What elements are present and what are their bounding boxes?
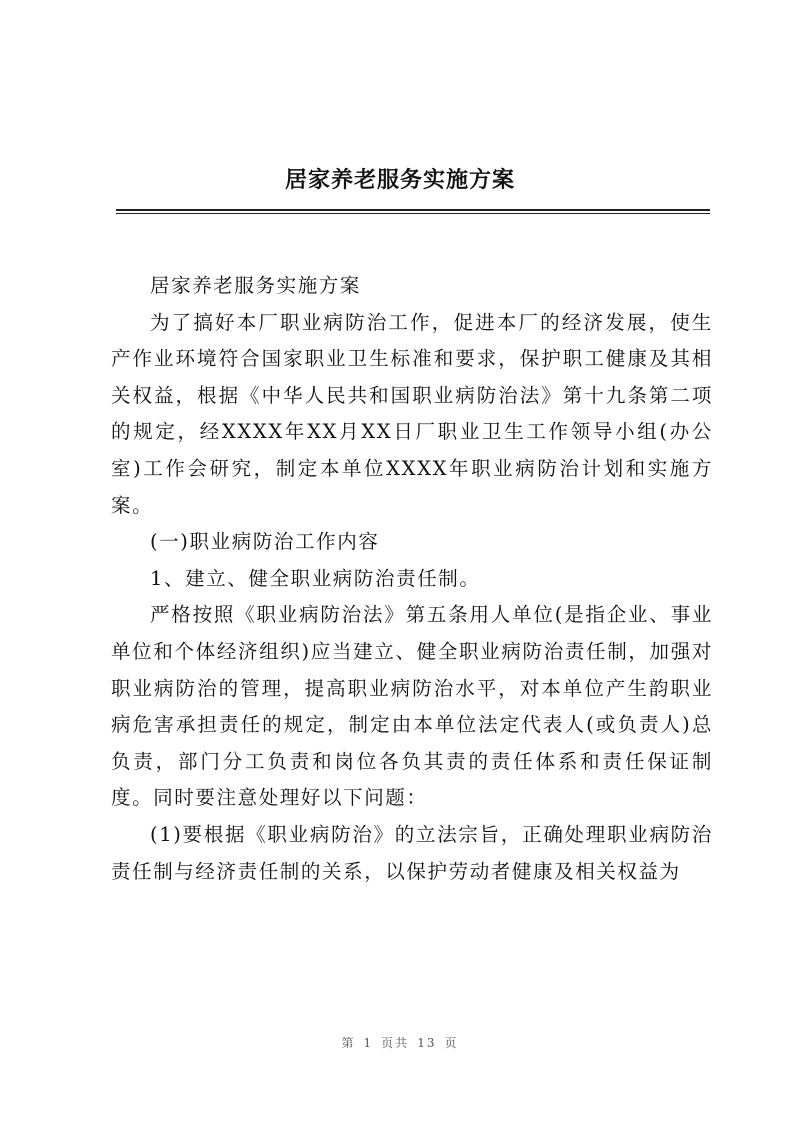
page-footer xyxy=(0,1034,800,1051)
document-body xyxy=(111,268,713,890)
footer-page-middle: 页共 xyxy=(381,1036,410,1050)
paragraph: 居家养老服务实施方案 xyxy=(150,274,362,297)
title-underline xyxy=(116,209,710,211)
paragraph: (1)要根据《职业病防治》的立法宗旨，正确处理职业病防治责任制与经济责任制的关系，以保护劳动者健康及相关权益为 xyxy=(111,822,713,883)
paragraph: 为了搞好本厂职业病防治工作，促进本厂的经济发展，使生产作业环境符合国家职业卫生标准和要求，保护职工健康及其相关权益，根据《中华人民共和国职业病防治法》第十九条第二项的规定，经XXXX年XX月XX日厂职业卫生工作领导小组(办公室)工作会研究，制定本单位XXXX年职业病防治计划和实施方案。 xyxy=(111,310,713,517)
subsection-heading: 1、建立、健全职业病防治责任制。 xyxy=(150,566,481,590)
footer-page-prefix: 第 xyxy=(341,1036,356,1050)
title-underline-thin xyxy=(116,213,710,214)
document-title: 居家养老服务实施方案 xyxy=(284,168,515,193)
section-heading: (一)职业病防治工作内容 xyxy=(150,530,380,554)
footer-page-suffix: 页 xyxy=(444,1036,459,1050)
footer-page-number: 1 xyxy=(363,1036,374,1050)
paragraph: 严格按照《职业病防治法》第五条用人单位(是指企业、事业单位和个体经济组织)应当建立、健全职业病防治责任制，加强对职业病防治的管理，提高职业病防治水平，对本单位产生韵职业病危害承担责任的规定，制定由本单位法定代表人(或负责人)总负责，部门分工负责和岗位各负其责的责任体系和责任保证制度。同时要注意处理好以下问题： xyxy=(111,603,713,810)
footer-total-pages: 13 xyxy=(417,1036,437,1050)
